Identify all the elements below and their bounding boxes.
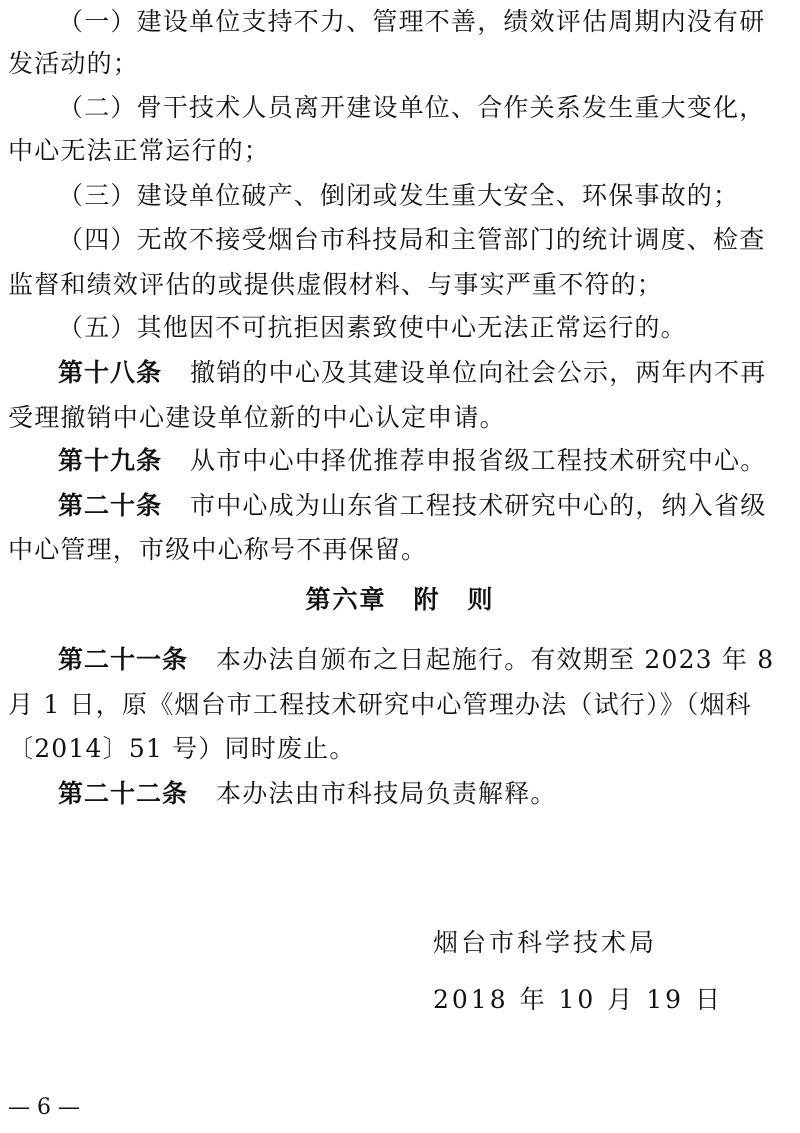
signature-date: 2018 年 10 月 19 日 <box>433 985 723 1014</box>
article-21-text: 本办法自颁布之日起施行。有效期至 2023 年 8 <box>216 645 775 674</box>
item-4-line-1: （四）无故不接受烟台市科技局和主管部门的统计调度、检查 <box>58 225 766 254</box>
article-20-line-2: 中心管理，市级中心称号不再保留。 <box>8 535 428 564</box>
article-20-title: 第二十条 <box>58 491 163 520</box>
article-18-text: 撤销的中心及其建设单位向社会公示，两年内不再 <box>190 358 767 387</box>
article-20-text: 市中心成为山东省工程技术研究中心的，纳入省级 <box>190 491 767 520</box>
article-21-line-3: 〔2014〕51 号）同时废止。 <box>8 734 356 763</box>
article-22-title: 第二十二条 <box>58 779 189 808</box>
item-3-line-1: （三）建设单位破产、倒闭或发生重大安全、环保事故的； <box>58 181 740 210</box>
article-19-text: 从市中心中择优推荐申报省级工程技术研究中心。 <box>190 446 767 475</box>
item-1-line-1: （一）建设单位支持不力、管理不善，绩效评估周期内没有研 <box>58 7 766 36</box>
chapter-heading: 第六章 附 则 <box>305 585 495 614</box>
article-22-text: 本办法由市科技局负责解释。 <box>216 779 557 808</box>
article-18-title: 第十八条 <box>58 358 163 387</box>
article-22-line-1 <box>58 765 778 823</box>
page-number: — 6 — <box>8 1095 80 1120</box>
article-19-title: 第十九条 <box>58 446 163 475</box>
item-2-line-1: （二）骨干技术人员离开建设单位、合作关系发生重大变化， <box>58 93 766 122</box>
article-21-title: 第二十一条 <box>58 645 189 674</box>
item-1-line-2: 发活动的； <box>8 49 140 78</box>
signature-org: 烟台市科学技术局 <box>433 928 658 957</box>
item-2-line-2: 中心无法正常运行的； <box>8 136 271 165</box>
article-21-line-2: 月 1 日，原《烟台市工程技术研究中心管理办法（试行）》（烟科 <box>8 690 753 719</box>
item-4-line-2: 监督和绩效评估的或提供虚假材料、与事实严重不符的； <box>8 270 664 299</box>
article-18-line-2: 受理撤销中心建设单位新的中心认定申请。 <box>8 403 506 432</box>
item-5-line-1: （五）其他因不可抗拒因素致使中心无法正常运行的。 <box>58 313 687 342</box>
